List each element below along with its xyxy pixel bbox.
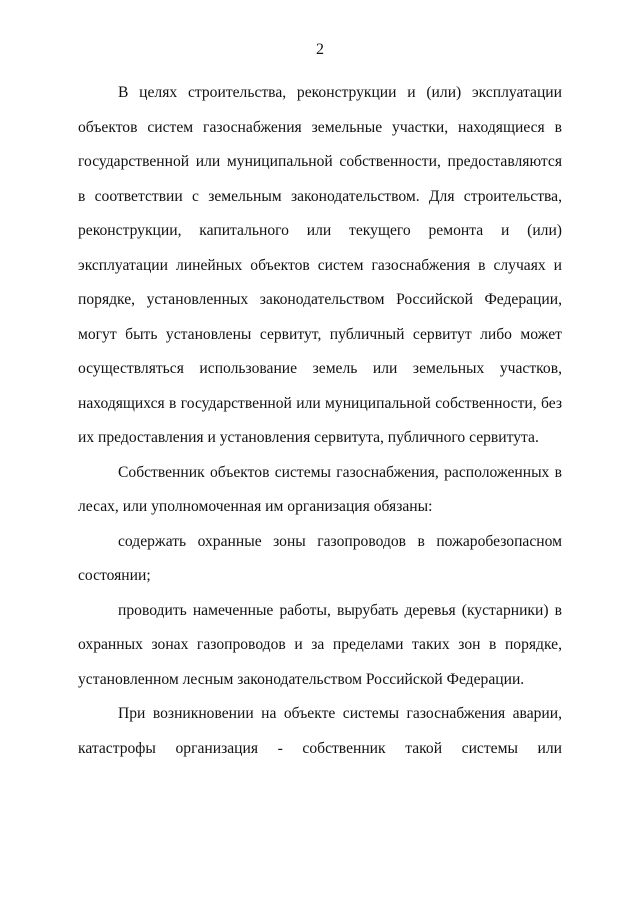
paragraph-protection-zones: содержать охранные зоны газопроводов в пожаробезопасном состоянии; <box>78 532 562 584</box>
paragraph-accident: При возникновении на объекте системы газоснабжения аварии, катастрофы организация - собственник такой системы или <box>78 705 562 757</box>
paragraph-planned-works: проводить намеченные работы, вырубать деревья (кустарники) в охранных зонах газопроводов и за пределами таких зон в порядке, установленном лесным законодательством Российской Федерации. <box>78 601 562 688</box>
page-number: 2 <box>316 41 324 58</box>
paragraph-land-use: В целях строительства, реконструкции и (или) эксплуатации объектов систем газоснабжения земельные участки, находящиеся в государственной или муниципальной собственности, предоставляются в соответствии с земельным законодательством. Для строительства, реконструкции, капитального или текущего ремонта и (или) эксплуатации линейных объектов систем газоснабжения в случаях и порядке, установленных законодательством Российской Федерации, могут быть установлены сервитут, публичный сервитут либо может осуществляться использование земель или земельных участков, находящихся в государственной или муниципальной собственности, без их предоставления и установления сервитута, публичного сервитута. <box>78 84 562 446</box>
paragraph-forest-owner-duties: Собственник объектов системы газоснабжения, расположенных в лесах, или уполномоченная им организация обязаны: <box>78 463 562 515</box>
document-body <box>78 76 562 766</box>
